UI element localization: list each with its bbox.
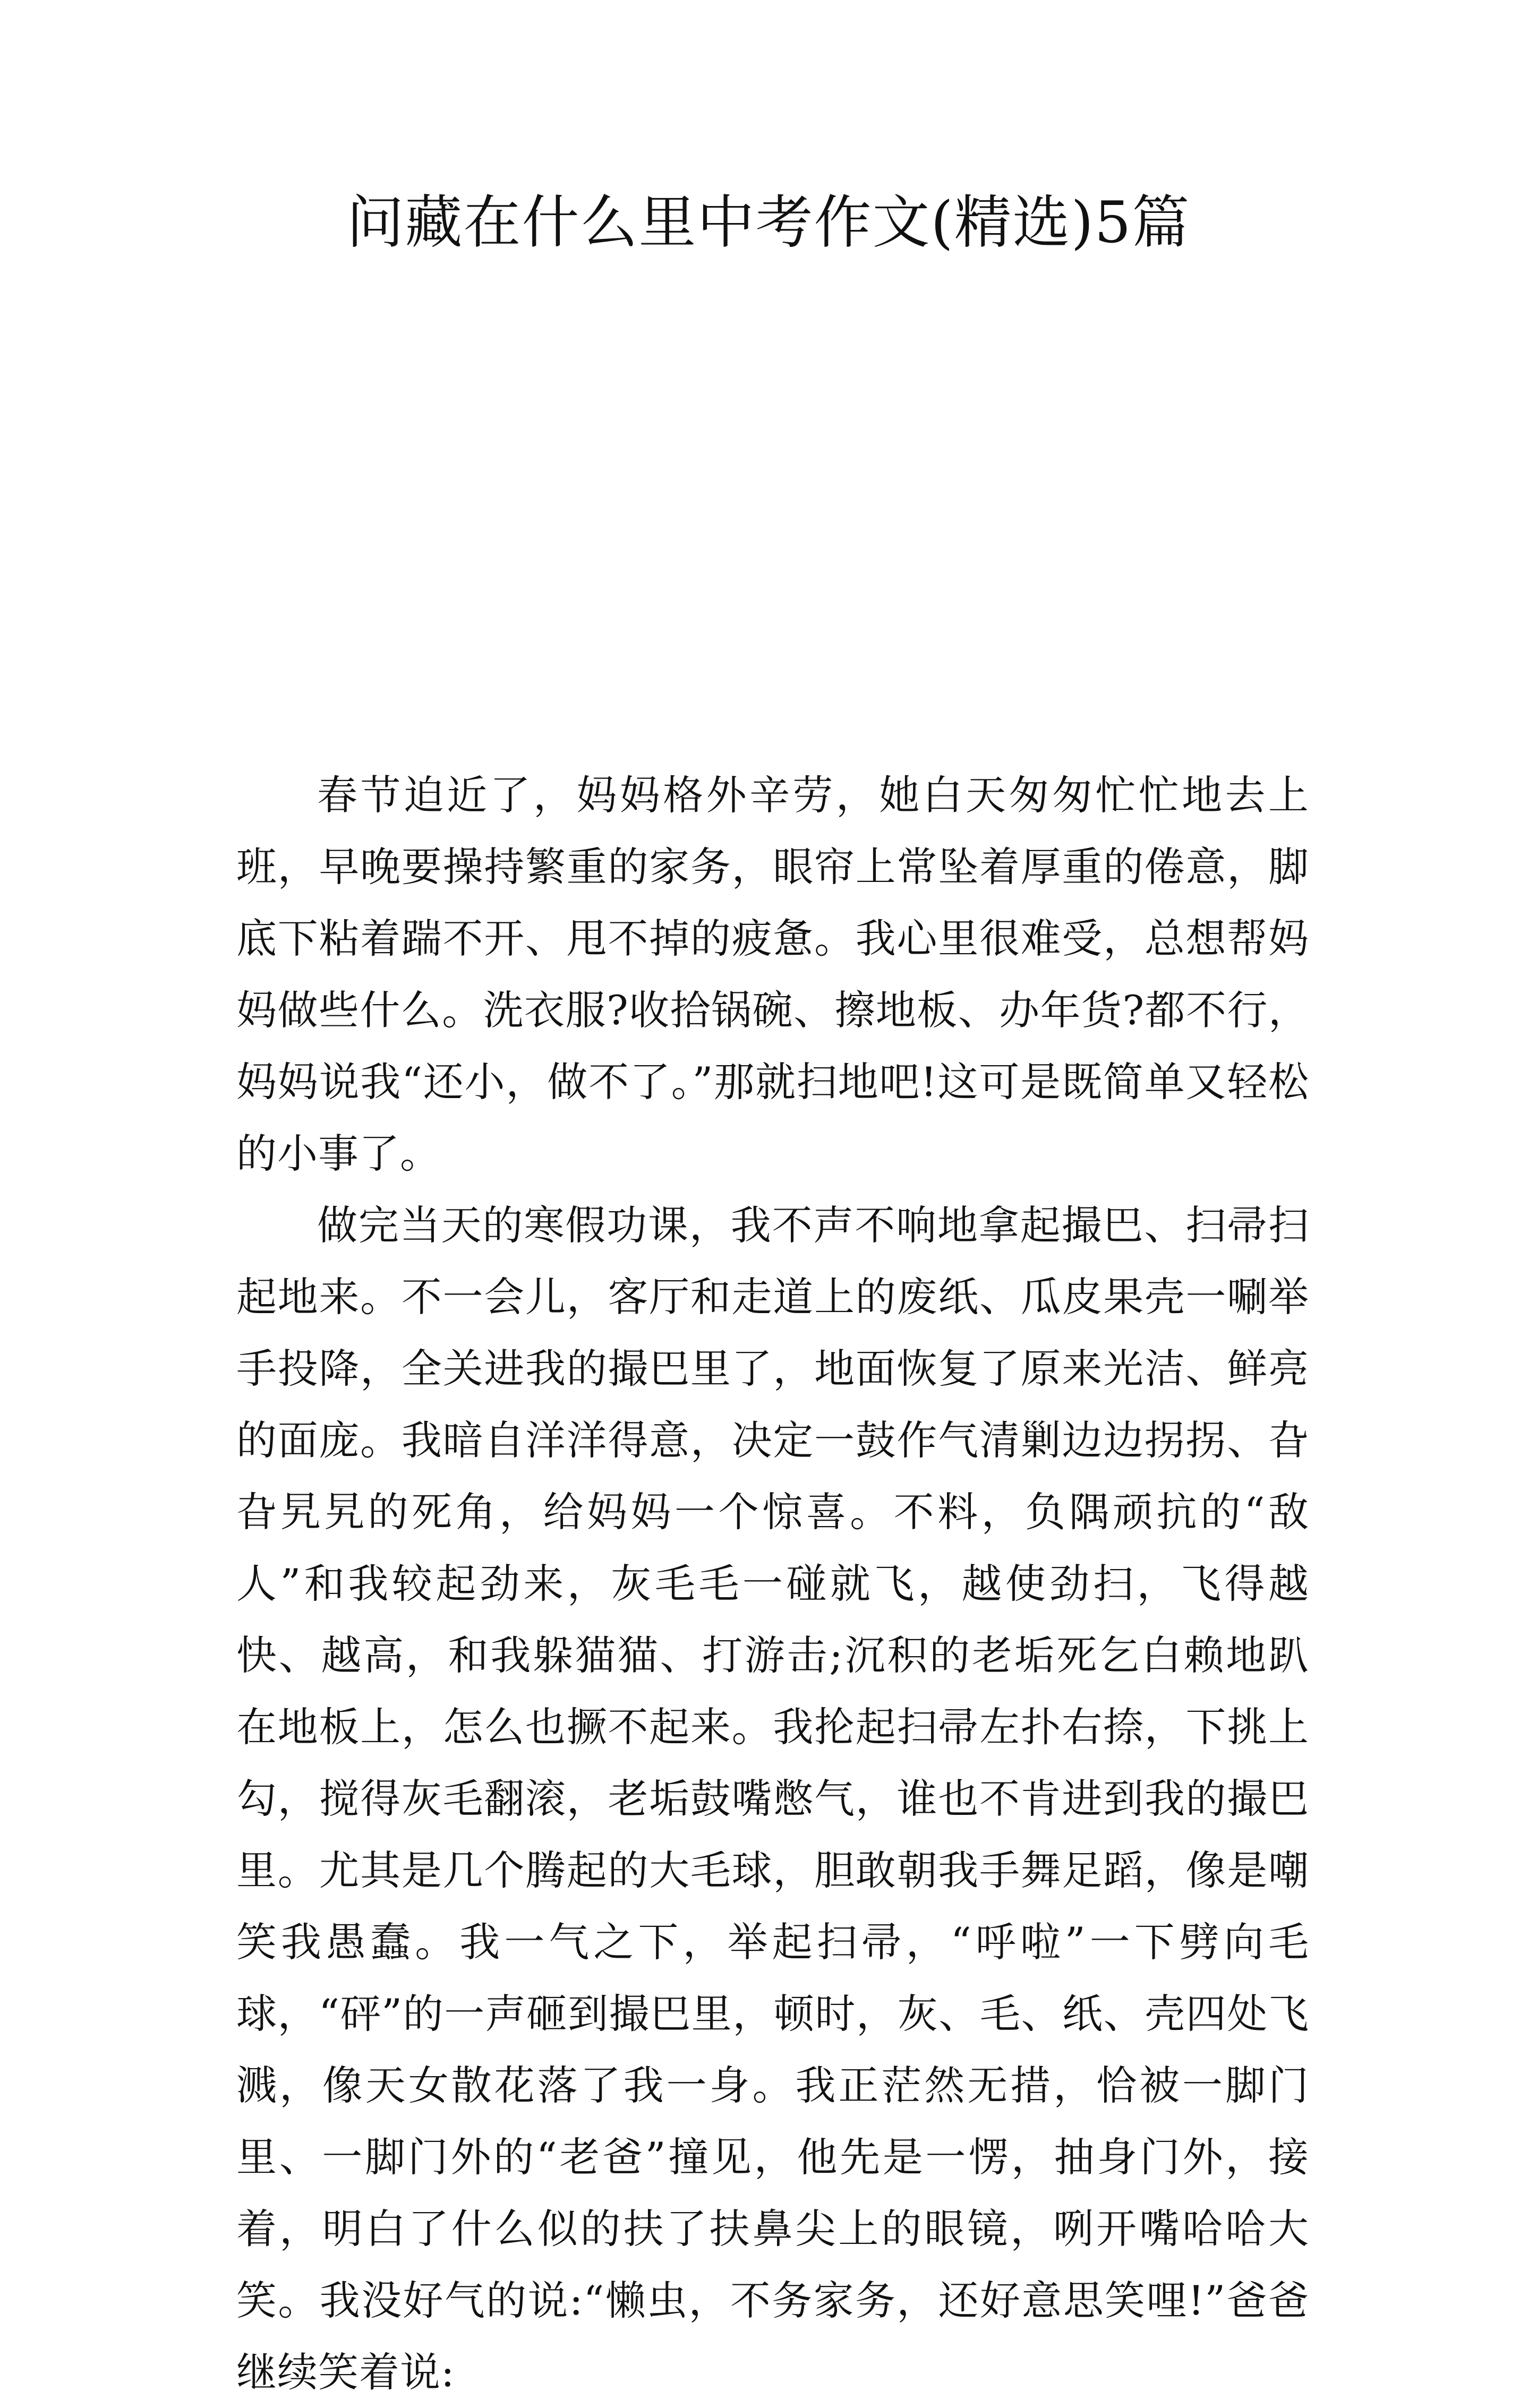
- paragraph-1: 春节迫近了，妈妈格外辛劳，她白天匆匆忙忙地去上班，早晚要操持繁重的家务，眼帘上常坠着厚重的倦意，脚底下粘着踹不开、甩不掉的疲惫。我心里很难受，总想帮妈妈做些什么。洗衣服?收拾锅碗、擦地板、办年货?都不行，妈妈说我“还小，做不了。”那就扫地吧!这可是既简单又轻松的小事了。: [236, 772, 1309, 1177]
- document-body: [236, 759, 1309, 2408]
- document-title: 问藏在什么里中考作文(精选)5篇: [346, 190, 1191, 256]
- paragraph-2: 做完当天的寒假功课，我不声不响地拿起撮巴、扫帚扫起地来。不一会儿，客厅和走道上的废纸、瓜皮果壳一唰举手投降，全关进我的撮巴里了，地面恢复了原来光洁、鲜亮的面庞。我暗自洋洋得意，决定一鼓作气清剿边边拐拐、旮旮旯旯的死角，给妈妈一个惊喜。不料，负隅顽抗的“敌人”和我较起劲来，灰毛毛一碰就飞，越使劲扫，飞得越快、越高，和我躲猫猫、打游击;沉积的老垢死乞白赖地趴在地板上，怎么也撅不起来。我抡起扫帚左扑右捺，下挑上勾，搅得灰毛翻滚，老垢鼓嘴憋气，谁也不肯进到我的撮巴里。尤其是几个腾起的大毛球，胆敢朝我手舞足蹈，像是嘲笑我愚蠢。我一气之下，举起扫帚，“呼啦”一下劈向毛球，“砰”的一声砸到撮巴里，顿时，灰、毛、纸、壳四处飞溅，像天女散花落了我一身。我正茫然无措，恰被一脚门里、一脚门外的“老爸”撞见，他先是一愣，抽身门外，接着，明白了什么似的扶了扶鼻尖上的眼镜，咧开嘴哈哈大笑。我没好气的说:“懒虫，不务家务，还好意思笑哩!”爸爸继续笑着说:: [236, 1202, 1309, 2396]
